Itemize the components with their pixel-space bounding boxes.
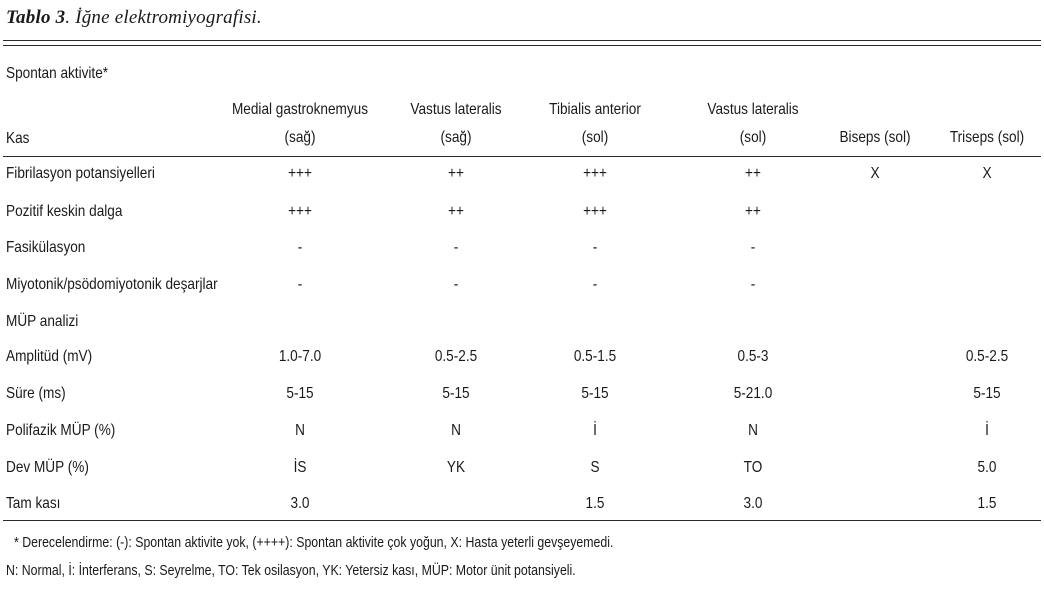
row-label: Polifazik MÜP (%): [6, 422, 116, 439]
table-cell: -: [750, 239, 756, 256]
table-cell: ++: [745, 203, 761, 220]
table-cell: 0.5-3: [737, 348, 769, 365]
row-label: Tam kası: [6, 495, 61, 512]
table-cell: +++: [288, 203, 312, 220]
table-cell: 0.5-2.5: [434, 348, 478, 365]
table-cell: İ: [593, 422, 597, 439]
table-cell: 5.0: [977, 459, 997, 476]
footnote-grading: * Derecelendirme: (-): Spontan aktivite yok, (++++): Spontan aktivite çok yoğun, X: Hasta yeterli gevşeyemedi.: [14, 535, 614, 551]
table-cell: İS: [293, 459, 307, 476]
table-cell: N: [748, 422, 758, 439]
row-label: Süre (ms): [6, 385, 66, 402]
table-cell: TO: [743, 459, 763, 476]
table-cell: N: [451, 422, 461, 439]
table-cell: 3.0: [290, 495, 310, 512]
table-cell: YK: [446, 459, 466, 476]
table-cell: -: [297, 239, 303, 256]
column-header-line2: Triseps (sol): [949, 129, 1025, 146]
top-rule-lower: [3, 45, 1041, 46]
table-cell: ++: [448, 203, 464, 220]
table-caption: [6, 7, 262, 29]
row-label: Dev MÜP (%): [6, 459, 89, 476]
table-cell: 1.5: [977, 495, 997, 512]
row-label: Pozitif keskin dalga: [6, 203, 123, 220]
row-label: Fasikülasyon: [6, 239, 86, 256]
spontaneous-activity-label: Spontan aktivite*: [6, 65, 109, 82]
table-number: Tablo 3: [6, 7, 66, 28]
header-rule: [3, 156, 1041, 157]
column-header-line1: Vastus lateralis: [410, 101, 502, 118]
table-cell: S: [590, 459, 600, 476]
table-cell: 5-15: [581, 385, 609, 402]
table-cell: 5-15: [973, 385, 1001, 402]
column-header-line2: (sol): [739, 129, 767, 146]
table-cell: -: [750, 276, 756, 293]
table-cell: -: [453, 239, 459, 256]
table-cell: X: [982, 165, 992, 182]
row-label: Miyotonik/psödomiyotonik deşarjlar: [6, 276, 218, 293]
bottom-rule: [3, 520, 1041, 521]
table-cell: +++: [288, 165, 312, 182]
column-header-line1: Tibialis anterior: [549, 101, 641, 118]
footnote-abbreviations: N: Normal, İ: İnterferans, S: Seyrelme, TO: Tek osilasyon, YK: Yetersiz kası, MÜP: Motor ünit potansiyeli.: [6, 563, 576, 579]
top-rule-upper: [3, 40, 1041, 41]
row-label: MÜP analizi: [6, 313, 79, 330]
table-cell: 5-15: [286, 385, 314, 402]
table-cell: -: [592, 239, 598, 256]
table-cell: 1.0-7.0: [278, 348, 322, 365]
table-title: . İğne elektromiyografisi.: [65, 7, 262, 28]
table-cell: 0.5-2.5: [965, 348, 1009, 365]
column-header-line1: Medial gastroknemyus: [231, 101, 369, 118]
row-label: Fibrilasyon potansiyelleri: [6, 165, 155, 182]
table-cell: 5-15: [442, 385, 470, 402]
table-cell: -: [592, 276, 598, 293]
table-cell: -: [453, 276, 459, 293]
table-cell: İ: [985, 422, 989, 439]
muscle-header-label: Kas: [6, 130, 30, 147]
table-cell: 1.5: [585, 495, 605, 512]
table-cell: N: [295, 422, 305, 439]
column-header-line2: (sağ): [284, 129, 316, 146]
table-cell: -: [297, 276, 303, 293]
table-cell: 3.0: [743, 495, 763, 512]
column-header-line2: Biseps (sol): [839, 129, 911, 146]
table-cell: X: [870, 165, 880, 182]
table-cell: ++: [448, 165, 464, 182]
column-header-line2: (sağ): [440, 129, 472, 146]
column-header-line1: Vastus lateralis: [707, 101, 799, 118]
table-cell: 0.5-1.5: [573, 348, 617, 365]
table-cell: 5-21.0: [733, 385, 773, 402]
column-header-line2: (sol): [581, 129, 609, 146]
table-cell: +++: [583, 203, 607, 220]
table-cell: ++: [745, 165, 761, 182]
row-label: Amplitüd (mV): [6, 348, 93, 365]
table-cell: +++: [583, 165, 607, 182]
